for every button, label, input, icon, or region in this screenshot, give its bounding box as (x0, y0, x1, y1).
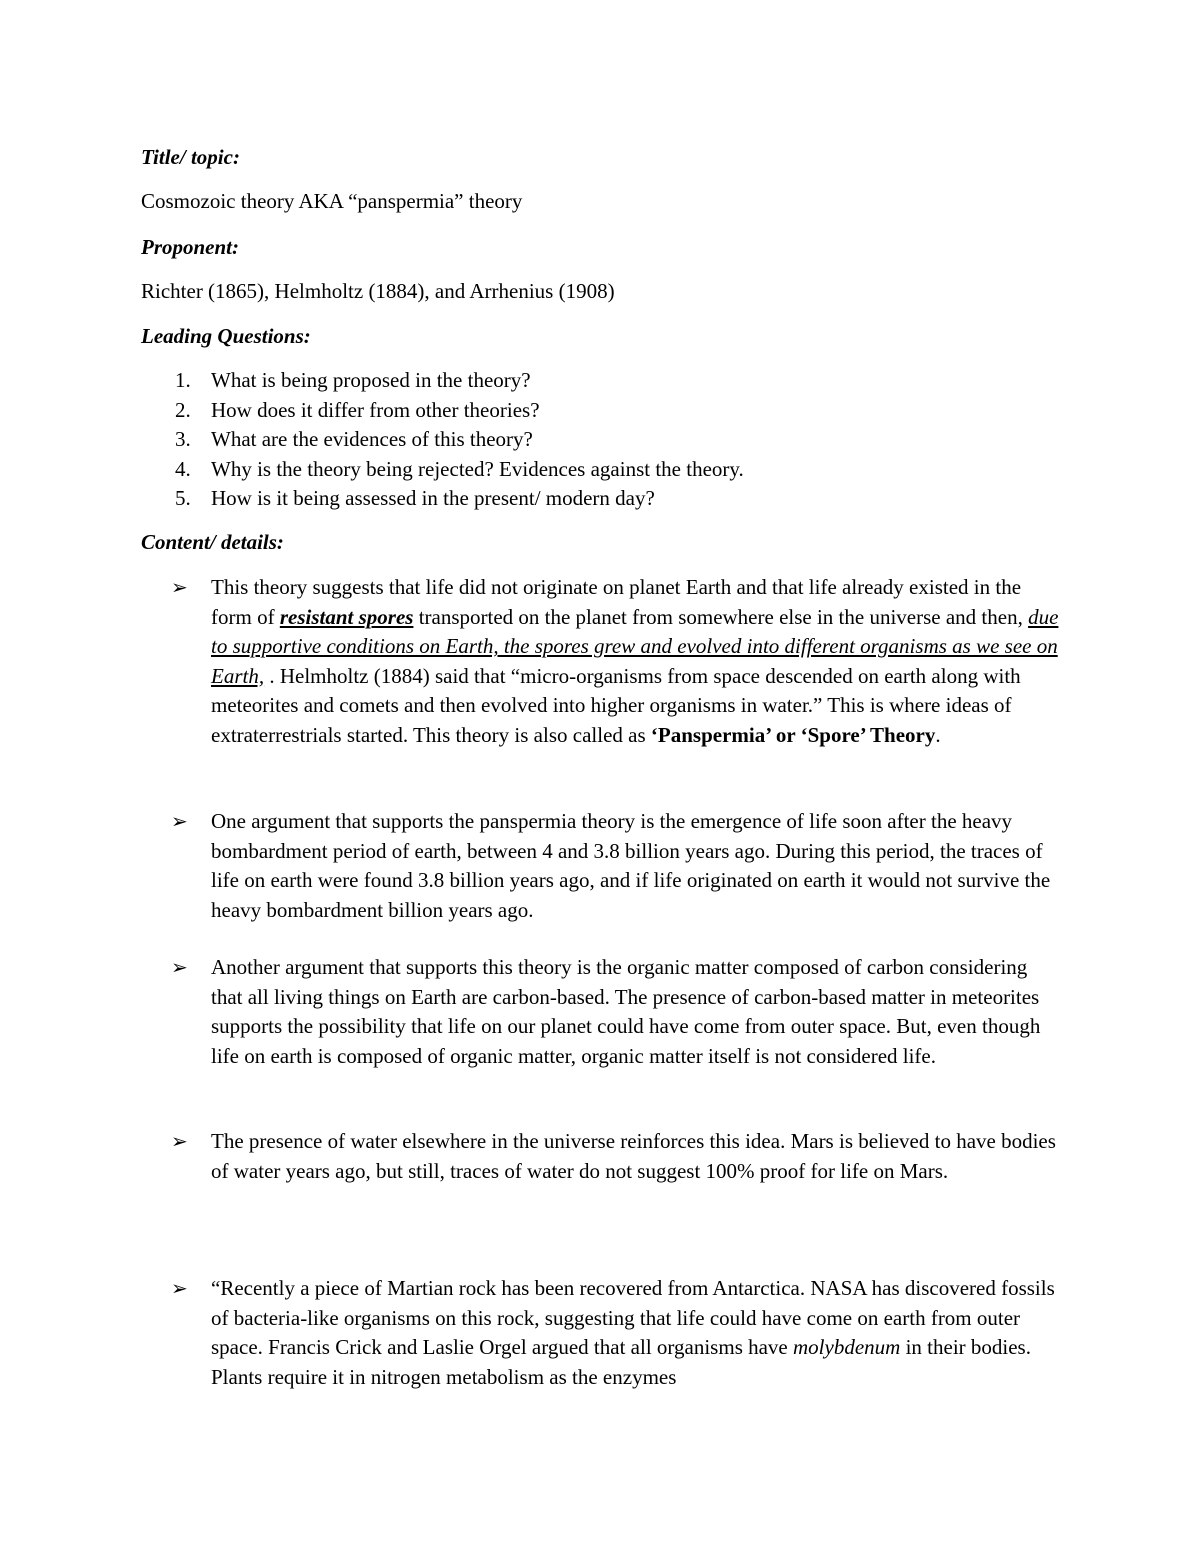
title-heading: Title/ topic: (141, 145, 240, 169)
question-text: How does it differ from other theories? (211, 397, 540, 422)
question-text: What are the evidences of this theory? (211, 427, 533, 451)
question-item (141, 366, 1041, 396)
arrow-bullet-icon: ➢ (171, 955, 188, 979)
question-item (141, 484, 1041, 514)
bullet-item-martian-rock (141, 1274, 1061, 1392)
bullet-text: This theory suggests that life did not originate on planet Earth and that life already existed in the form of resistant spores transported on the planet from somewhere else in the universe and then, due to supportive conditions on Earth, the spores grew and evolved into different organisms as we see on Earth, . Helmholtz (1884) said that “micro-organisms from space descended on earth along with meteorites and comets and then evolved into higher organisms in water.” This is where ideas of extraterrestrials started. This theory is also called as ‘Panspermia’ or ‘Spore’ Theory. (211, 575, 1059, 747)
question-item (141, 425, 1041, 455)
emphasis-theory-names: ‘Panspermia’ or ‘Spore’ Theory (650, 722, 936, 747)
question-text: Why is the theory being rejected? Evidences against the theory. (211, 456, 744, 481)
question-number: 1. (175, 368, 191, 392)
title-text: Cosmozoic theory AKA “panspermia” theory (141, 189, 523, 213)
question-text: How is it being assessed in the present/ modern day? (211, 486, 655, 510)
question-number: 3. (175, 427, 191, 451)
question-number: 4. (175, 456, 191, 481)
bullet-text: Another argument that supports this theory is the organic matter composed of carbon considering that all living things on Earth are carbon-based. The presence of carbon-based matter in meteorites supports the possibility that life on our planet could have come from outer space. But, even though life on earth is composed of organic matter, organic matter itself is not considered life. (211, 955, 1041, 1068)
proponent-heading: Proponent: (141, 235, 240, 259)
arrow-bullet-icon: ➢ (171, 809, 188, 833)
emphasis-supportive-conditions: due to supportive conditions on Earth, the spores grew and evolved into different organisms as we see on Earth, (211, 604, 1059, 688)
bullet-text: The presence of water elsewhere in the universe reinforces this idea. Mars is believed to have bodies of water years ago, but still, traces of water do not suggest 100% proof for life on Mars. (211, 1129, 1056, 1183)
content-heading: Content/ details: (141, 530, 284, 554)
bullet-item-carbon (141, 953, 1061, 1071)
emphasis-molybdenum: molybdenum (793, 1335, 901, 1359)
emphasis-resistant-spores: resistant spores (279, 604, 414, 629)
arrow-bullet-icon: ➢ (171, 575, 188, 599)
arrow-bullet-icon: ➢ (171, 1129, 188, 1153)
arrow-bullet-icon: ➢ (171, 1276, 188, 1300)
bullet-item-water (141, 1127, 1061, 1186)
bullet-item-spores (141, 573, 1061, 750)
bullet-text: One argument that supports the panspermia theory is the emergence of life soon after the heavy bombardment period of earth, between 4 and 3.8 billion years ago. During this period, the traces of life on earth were found 3.8 billion years ago, and if life originated on earth it would not survive the heavy bombardment billion years ago. (211, 809, 1051, 922)
bullet-item-bombardment (141, 807, 1061, 925)
question-number: 2. (175, 397, 191, 422)
question-number: 5. (175, 486, 191, 510)
question-item (141, 396, 1041, 426)
questions-list (141, 366, 1041, 514)
question-item (141, 455, 1041, 485)
question-text: What is being proposed in the theory? (211, 368, 531, 392)
proponent-text: Richter (1865), Helmholtz (1884), and Arrhenius (1908) (141, 279, 615, 303)
bullet-text: “Recently a piece of Martian rock has been recovered from Antarctica. NASA has discovered fossils of bacteria-like organisms on this rock, suggesting that life could have come on earth from outer space. Francis Crick and Laslie Orgel argued that all organisms have molybdenum in their bodies. Plants require it in nitrogen metabolism as the enzymes (211, 1276, 1055, 1389)
leading-questions-heading: Leading Questions: (141, 324, 311, 348)
